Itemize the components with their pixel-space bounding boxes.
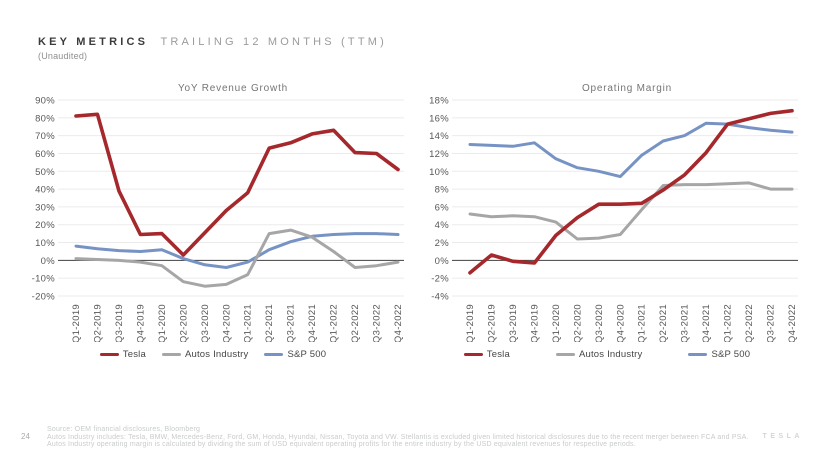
chart-title: Operating Margin (581, 83, 673, 94)
page-subtitle: (Unaudited) (38, 51, 88, 61)
y-tick-label: 18% (429, 95, 449, 107)
x-tick-label: Q4-2020 (615, 304, 627, 342)
x-tick-label: Q2-2019 (486, 304, 498, 342)
x-tick-label: Q2-2021 (264, 304, 276, 342)
autos-industry-legend-swatch (556, 353, 575, 356)
page-title-secondary: TRAILING 12 MONTHS (TTM) (160, 36, 387, 48)
page-number: 24 (21, 432, 30, 441)
tesla-legend-swatch (100, 353, 119, 356)
y-tick-label: 0% (40, 255, 55, 267)
legend-item-s-p-500 (688, 349, 750, 360)
x-tick-label: Q3-2022 (765, 304, 777, 342)
y-tick-label: 90% (35, 95, 55, 107)
x-tick-label: Q3-2019 (113, 304, 125, 342)
y-axis (32, 96, 404, 303)
y-tick-label: 4% (434, 220, 449, 232)
y-tick-label: 8% (434, 184, 449, 196)
x-tick-label: Q3-2020 (593, 304, 605, 342)
s-p-500-legend-swatch (264, 353, 283, 356)
chart-title: YoY Revenue Growth (177, 83, 289, 94)
chart-canvas (408, 80, 806, 342)
y-tick-label: 12% (429, 148, 449, 160)
chart-canvas (14, 80, 412, 342)
y-tick-label: 2% (434, 238, 449, 250)
autos-industry-line (470, 183, 792, 239)
y-tick-label: -4% (431, 291, 449, 303)
x-axis (71, 304, 404, 342)
x-tick-label: Q4-2021 (307, 304, 319, 342)
legend-item-tesla (100, 349, 146, 360)
y-tick-label: 10% (35, 238, 55, 250)
x-tick-label: Q1-2022 (722, 304, 734, 342)
x-tick-label: Q4-2019 (529, 304, 541, 342)
x-tick-label: Q1-2019 (71, 304, 82, 342)
y-tick-label: -20% (31, 291, 55, 303)
page-title-primary: KEY METRICS (38, 36, 149, 48)
footer-source-line: Source: OEM financial disclosures, Bloomberg (47, 426, 201, 433)
s-p-500-legend-swatch (688, 353, 707, 356)
legend-item-s-p-500 (264, 349, 326, 360)
y-tick-label: 10% (429, 166, 449, 178)
x-tick-label: Q1-2019 (465, 304, 476, 342)
y-tick-label: 20% (35, 220, 55, 232)
y-tick-label: -2% (431, 273, 449, 285)
y-tick-label: 0% (434, 255, 449, 267)
y-tick-label: 70% (35, 131, 55, 143)
x-tick-label: Q3-2021 (679, 304, 691, 342)
y-tick-label: 14% (429, 131, 449, 143)
x-tick-label: Q3-2022 (371, 304, 383, 342)
slide-header (38, 36, 387, 61)
y-tick-label: 6% (434, 202, 449, 214)
tesla-legend-label: Tesla (122, 349, 146, 360)
chart-legend (14, 349, 412, 360)
y-tick-label: 50% (35, 166, 55, 178)
legend-item-autos-industry (162, 349, 249, 360)
x-tick-label: Q2-2020 (572, 304, 584, 342)
s-p-500-legend-label: S&P 500 (711, 349, 751, 360)
x-tick-label: Q4-2020 (221, 304, 233, 342)
footer-notes (47, 426, 749, 449)
x-tick-label: Q2-2020 (178, 304, 190, 342)
series-lines (470, 111, 792, 273)
tesla-legend-swatch (464, 353, 483, 356)
legend-item-tesla (464, 349, 510, 360)
operating-margin-chart (408, 80, 806, 360)
autos-industry-legend-swatch (162, 353, 181, 356)
slide-footer (0, 426, 829, 458)
tesla-line (470, 111, 792, 273)
x-tick-label: Q4-2022 (787, 304, 798, 342)
x-tick-label: Q2-2019 (92, 304, 104, 342)
tesla-legend-label: Tesla (486, 349, 510, 360)
x-tick-label: Q1-2021 (636, 304, 648, 342)
x-tick-label: Q4-2022 (393, 304, 404, 342)
page-title (38, 36, 387, 48)
x-tick-label: Q1-2022 (328, 304, 340, 342)
chart-legend (408, 349, 806, 360)
x-tick-label: Q1-2020 (550, 304, 562, 342)
autos-industry-legend-label: Autos Industry (184, 349, 249, 360)
s-p-500-legend-label: S&P 500 (287, 349, 327, 360)
tesla-wordmark: TESLA (762, 433, 803, 440)
x-tick-label: Q2-2022 (350, 304, 362, 342)
s-p-500-line (470, 123, 792, 176)
x-tick-label: Q2-2022 (744, 304, 756, 342)
x-tick-label: Q3-2019 (507, 304, 519, 342)
x-tick-label: Q3-2021 (285, 304, 297, 342)
x-tick-label: Q1-2020 (156, 304, 168, 342)
legend-item-autos-industry (556, 349, 643, 360)
y-tick-label: 30% (35, 202, 55, 214)
y-tick-label: 60% (35, 148, 55, 160)
x-tick-label: Q1-2021 (242, 304, 254, 342)
y-tick-label: 80% (35, 113, 55, 125)
y-tick-label: 16% (429, 113, 449, 125)
x-tick-label: Q3-2020 (199, 304, 211, 342)
x-tick-label: Q2-2021 (658, 304, 670, 342)
x-axis (465, 304, 798, 342)
x-tick-label: Q4-2019 (135, 304, 147, 342)
y-tick-label: 40% (35, 184, 55, 196)
x-tick-label: Q4-2021 (701, 304, 713, 342)
footer-note-autos-industry: Autos Industry includes: Tesla, BMW, Mercedes-Benz, Ford, GM, Honda, Hyundai, Nissan, Toyota and VW. Stellantis is excluded given limited historical disclosures due to the recent merger between FCA and PSA. (47, 433, 749, 441)
footer-note-operating-margin: Autos Industry operating margin is calculated by dividing the sum of USD equivalent operating profits for the entire industry by the USD equivalent revenues for respective periods. (47, 441, 636, 449)
y-tick-label: -10% (31, 273, 55, 285)
autos-industry-legend-label: Autos Industry (578, 349, 643, 360)
yoy-revenue-growth-chart (14, 80, 412, 360)
